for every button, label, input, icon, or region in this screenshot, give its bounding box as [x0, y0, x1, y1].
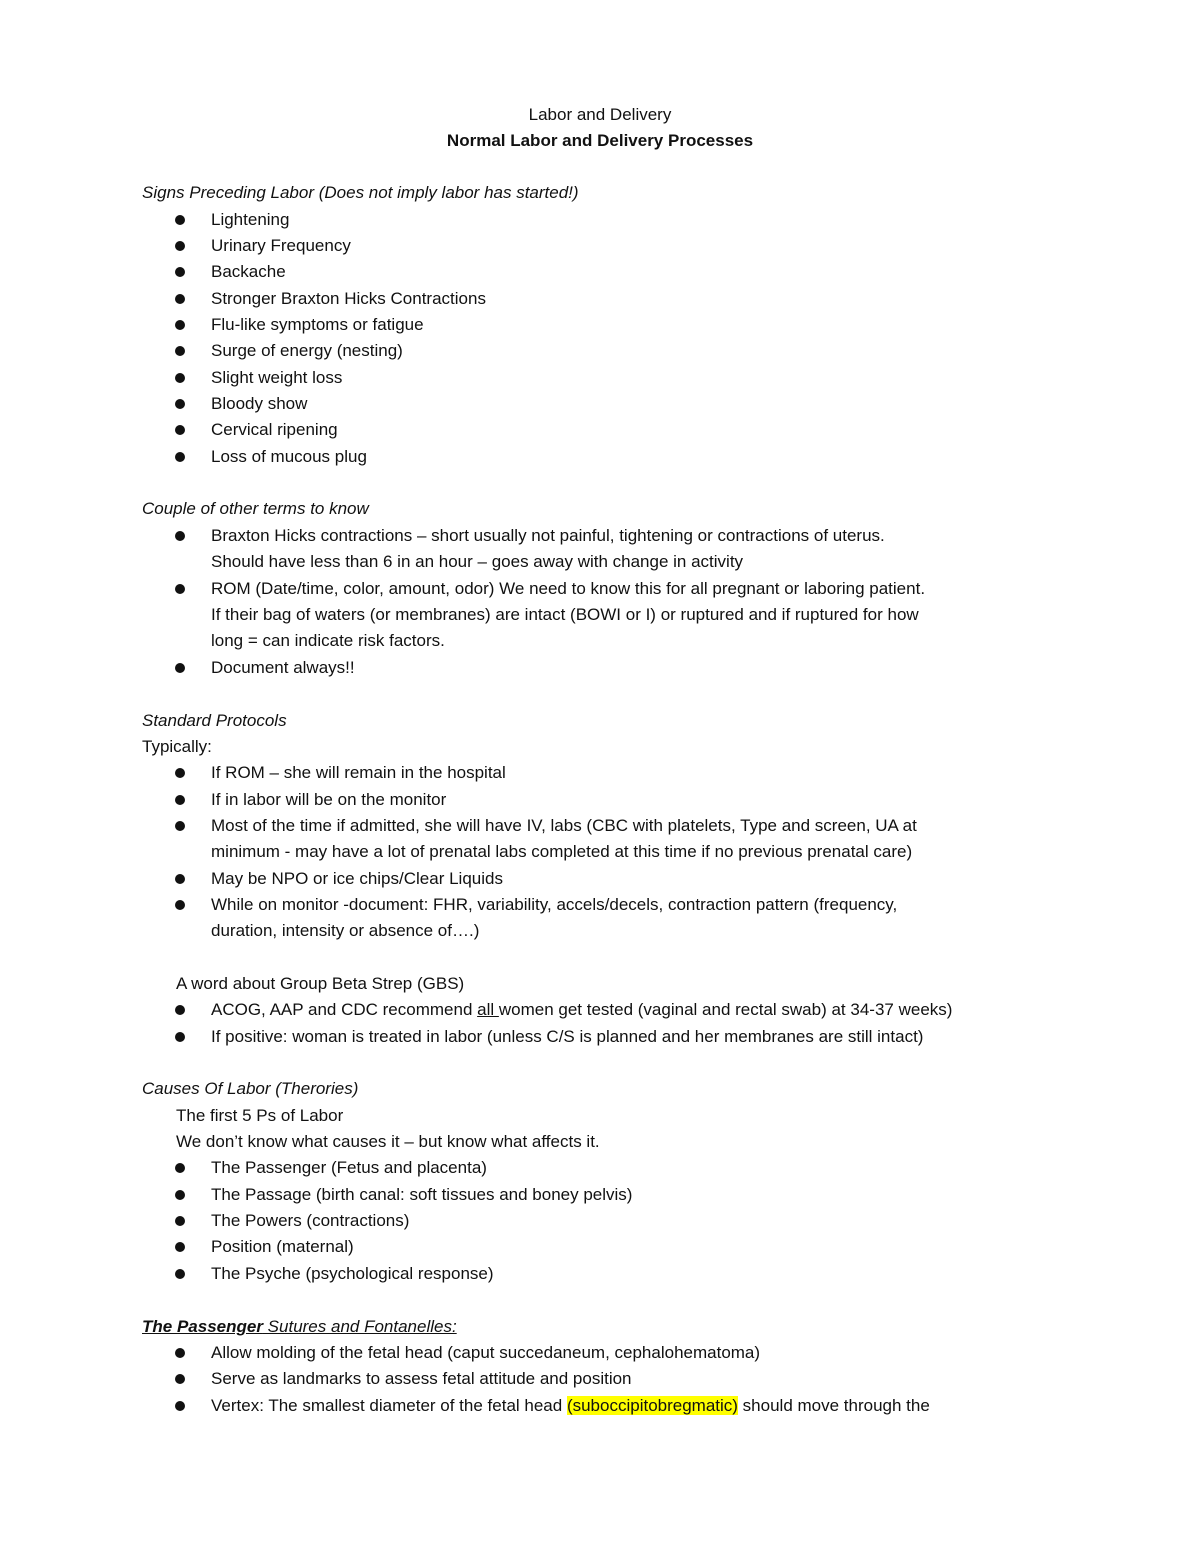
section-heading-causes: Causes Of Labor (Therories)	[142, 1079, 359, 1098]
bullet-icon	[175, 1374, 185, 1384]
list-item	[211, 1395, 930, 1417]
bullet-icon	[175, 1242, 185, 1252]
list-item: Loss of mucous plug	[211, 447, 367, 466]
passenger-heading-rest: Sutures and Fontanelles:	[262, 1317, 457, 1336]
bullet-icon	[175, 531, 185, 541]
bullet-icon	[175, 425, 185, 435]
list-item: May be NPO or ice chips/Clear Liquids	[211, 869, 503, 888]
bullet-icon	[175, 768, 185, 778]
list-item: Urinary Frequency	[211, 236, 351, 255]
list-item: Surge of energy (nesting)	[211, 341, 403, 360]
list-item: The Powers (contractions)	[211, 1211, 410, 1230]
list-item: Stronger Braxton Hicks Contractions	[211, 289, 486, 308]
bullet-icon	[175, 1348, 185, 1358]
highlighted-term: (suboccipitobregmatic)	[566, 1396, 738, 1415]
bullet-icon	[175, 1401, 185, 1411]
causes-line-1: The first 5 Ps of Labor	[176, 1106, 344, 1125]
bullet-icon	[175, 821, 185, 831]
list-item-continuation: If their bag of waters (or membranes) are intact (BOWI or I) or ruptured and if ruptured for how	[211, 605, 919, 624]
bullet-icon	[175, 1190, 185, 1200]
bullet-icon	[175, 373, 185, 383]
list-item: Document always!!	[211, 658, 355, 677]
bullet-icon	[175, 795, 185, 805]
section-heading-passenger	[142, 1316, 457, 1338]
list-item: Cervical ripening	[211, 420, 338, 439]
bullet-icon	[175, 1163, 185, 1173]
section-heading-protocols: Standard Protocols	[142, 711, 287, 730]
gbs-text-pre: ACOG, AAP and CDC recommend	[211, 1000, 478, 1019]
list-item: If positive: woman is treated in labor (unless C/S is planned and her membranes are still intact)	[211, 1027, 924, 1046]
bullet-icon	[175, 584, 185, 594]
list-item: ROM (Date/time, color, amount, odor) We need to know this for all pregnant or laboring patient.	[211, 579, 926, 598]
bullet-icon	[175, 399, 185, 409]
bullet-icon	[175, 663, 185, 673]
protocols-intro: Typically:	[142, 737, 212, 756]
bullet-icon	[175, 267, 185, 277]
vertex-text-post: should move through the	[737, 1396, 930, 1415]
passenger-heading-bold: The Passenger	[142, 1317, 263, 1336]
list-item: Serve as landmarks to assess fetal attitude and position	[211, 1369, 632, 1388]
list-item: The Psyche (psychological response)	[211, 1264, 494, 1283]
gbs-underlined-all: all	[477, 1000, 499, 1019]
list-item: Flu-like symptoms or fatigue	[211, 315, 424, 334]
list-item-continuation: long = can indicate risk factors.	[211, 631, 445, 650]
list-item: Allow molding of the fetal head (caput succedaneum, cephalohematoma)	[211, 1343, 761, 1362]
section-heading-terms: Couple of other terms to know	[142, 499, 369, 518]
bullet-icon	[175, 215, 185, 225]
gbs-heading: A word about Group Beta Strep (GBS)	[176, 974, 465, 993]
causes-line-2: We don’t know what causes it – but know what affects it.	[176, 1132, 600, 1151]
list-item: If in labor will be on the monitor	[211, 790, 447, 809]
bullet-icon	[175, 900, 185, 910]
list-item-continuation: Should have less than 6 in an hour – goes away with change in activity	[211, 552, 744, 571]
list-item	[211, 999, 952, 1021]
bullet-icon	[175, 1216, 185, 1226]
bullet-icon	[175, 320, 185, 330]
bullet-icon	[175, 452, 185, 462]
list-item: Backache	[211, 262, 286, 281]
bullet-icon	[175, 874, 185, 884]
list-item: Lightening	[211, 210, 290, 229]
list-item: Most of the time if admitted, she will have IV, labs (CBC with platelets, Type and screen, UA at	[211, 816, 917, 835]
document-title: Labor and Delivery	[528, 105, 672, 124]
list-item: Position (maternal)	[211, 1237, 354, 1256]
list-item: While on monitor -document: FHR, variability, accels/decels, contraction pattern (frequency,	[211, 895, 898, 914]
list-item: Bloody show	[211, 394, 308, 413]
list-item-continuation: duration, intensity or absence of….)	[211, 921, 480, 940]
document-subtitle: Normal Labor and Delivery Processes	[446, 131, 754, 150]
bullet-icon	[175, 1032, 185, 1042]
gbs-text-post: women get tested (vaginal and rectal swab) at 34-37 weeks)	[498, 1000, 953, 1019]
bullet-icon	[175, 1005, 185, 1015]
list-item-continuation: minimum - may have a lot of prenatal labs completed at this time if no previous prenatal care)	[211, 842, 913, 861]
section-heading-signs: Signs Preceding Labor (Does not imply labor has started!)	[142, 183, 579, 202]
list-item: Slight weight loss	[211, 368, 343, 387]
list-item: Braxton Hicks contractions – short usually not painful, tightening or contractions of uterus.	[211, 526, 885, 545]
bullet-icon	[175, 346, 185, 356]
bullet-icon	[175, 294, 185, 304]
vertex-text-pre: Vertex: The smallest diameter of the fetal head	[211, 1396, 567, 1415]
list-item: The Passage (birth canal: soft tissues and boney pelvis)	[211, 1185, 633, 1204]
bullet-icon	[175, 241, 185, 251]
bullet-icon	[175, 1269, 185, 1279]
list-item: If ROM – she will remain in the hospital	[211, 763, 506, 782]
list-item: The Passenger (Fetus and placenta)	[211, 1158, 487, 1177]
